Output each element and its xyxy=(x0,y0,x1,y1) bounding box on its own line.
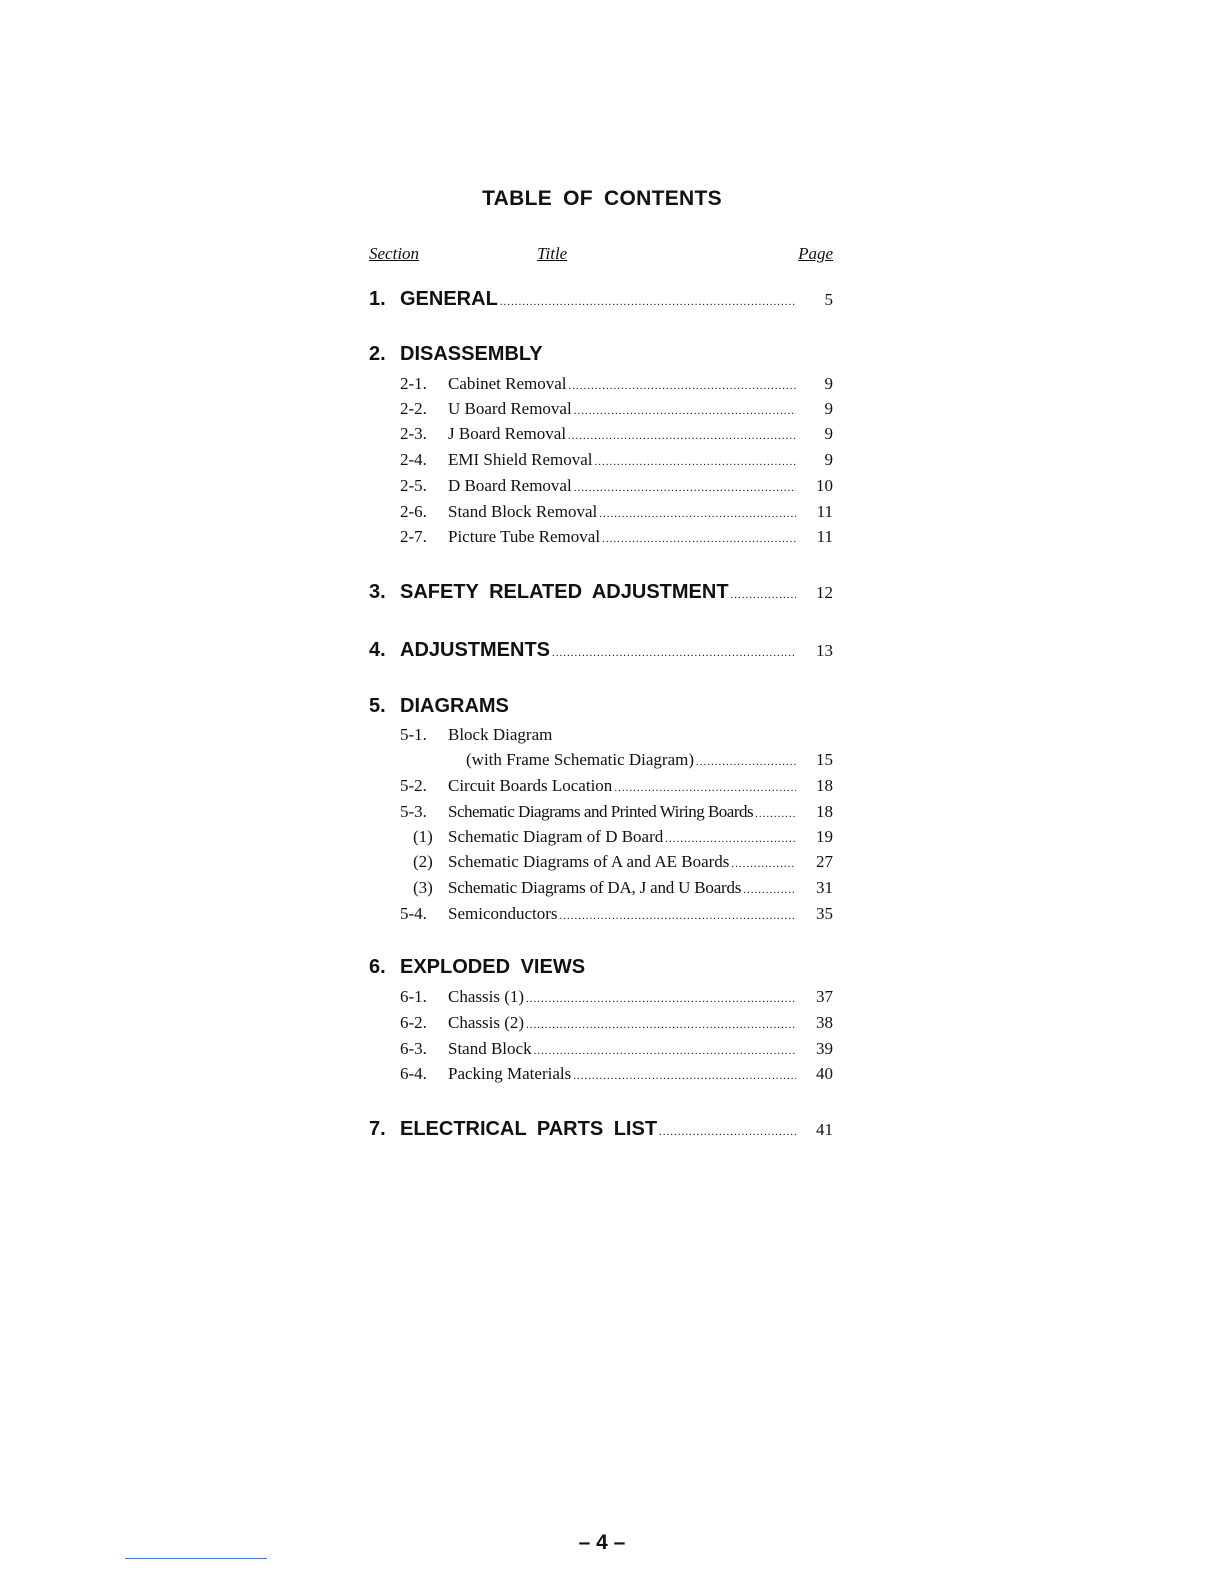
toc-item-continuation[interactable] xyxy=(369,750,833,770)
section-page: 12 xyxy=(816,583,833,602)
scan-edge-line xyxy=(125,1558,267,1559)
section-title: DISASSEMBLY xyxy=(400,343,543,365)
item-page: 39 xyxy=(816,1039,833,1058)
section-title: SAFETY RELATED ADJUSTMENT xyxy=(400,581,729,603)
item-title: Semiconductors xyxy=(448,904,558,923)
item-title: Schematic Diagrams of A and AE Boards xyxy=(448,852,730,871)
toc-item[interactable] xyxy=(369,904,833,924)
dot-leader xyxy=(665,833,796,845)
toc-item[interactable] xyxy=(369,1064,833,1084)
section-number: 6. xyxy=(369,956,386,978)
item-number: 2-6. xyxy=(400,502,427,521)
item-page: 18 xyxy=(816,802,833,821)
item-page: 9 xyxy=(824,399,833,418)
toc-item[interactable] xyxy=(369,827,833,847)
toc-item[interactable] xyxy=(369,476,833,496)
item-page: 18 xyxy=(816,776,833,795)
page-number: – 4 – xyxy=(578,1531,626,1554)
item-page: 27 xyxy=(816,852,833,871)
item-number: (1) xyxy=(413,827,433,846)
toc-item[interactable] xyxy=(369,987,833,1007)
section-page: 13 xyxy=(816,641,833,660)
title-column-header: Title xyxy=(537,244,568,263)
toc-section-disassembly[interactable] xyxy=(369,343,833,366)
item-number: 5-1. xyxy=(400,725,427,744)
dot-leader xyxy=(500,296,796,308)
item-number: 6-3. xyxy=(400,1039,427,1058)
item-title: J Board Removal xyxy=(448,424,567,443)
dot-leader xyxy=(534,1045,796,1057)
item-number: (3) xyxy=(413,878,433,897)
toc-item[interactable] xyxy=(369,776,833,796)
dot-leader xyxy=(526,1019,796,1031)
toc-section-adjustments[interactable] xyxy=(369,639,833,662)
section-number: 2. xyxy=(369,343,386,365)
item-number: 2-4. xyxy=(400,450,427,469)
item-title: (with Frame Schematic Diagram) xyxy=(466,750,695,769)
dot-leader xyxy=(614,782,796,794)
section-column-header: Section xyxy=(369,244,420,263)
item-number: (2) xyxy=(413,852,433,871)
item-page: 19 xyxy=(816,827,833,846)
toc-section-general[interactable] xyxy=(369,288,833,311)
toc-section-exploded-views[interactable] xyxy=(369,956,833,979)
toc-section-diagrams[interactable] xyxy=(369,695,833,718)
item-title: Chassis (2) xyxy=(448,1013,525,1032)
item-title: Picture Tube Removal xyxy=(448,527,601,546)
toc-item[interactable] xyxy=(369,878,833,898)
section-title: DIAGRAMS xyxy=(400,695,509,717)
item-page: 11 xyxy=(816,502,833,521)
item-page: 10 xyxy=(816,476,833,495)
item-page: 15 xyxy=(816,750,833,769)
document-title: TABLE OF CONTENTS xyxy=(482,187,722,210)
item-title: Stand Block Removal xyxy=(448,502,598,521)
section-page: 5 xyxy=(824,290,833,309)
item-page: 9 xyxy=(824,450,833,469)
item-title: Cabinet Removal xyxy=(448,374,567,393)
toc-item[interactable] xyxy=(369,852,833,872)
dot-leader xyxy=(731,589,796,601)
section-number: 3. xyxy=(369,581,386,603)
item-number: 2-3. xyxy=(400,424,427,443)
section-number: 4. xyxy=(369,639,386,661)
item-number: 2-7. xyxy=(400,527,427,546)
dot-leader xyxy=(573,1070,796,1082)
item-number: 2-5. xyxy=(400,476,427,495)
item-number: 5-2. xyxy=(400,776,427,795)
item-page: 40 xyxy=(816,1064,833,1083)
toc-section-electrical-parts-list[interactable] xyxy=(369,1118,833,1141)
item-title: Packing Materials xyxy=(448,1064,572,1083)
page-column-header: Page xyxy=(798,244,833,263)
item-page: 9 xyxy=(824,374,833,393)
dot-leader xyxy=(574,482,796,494)
item-title: Schematic Diagrams of DA, J and U Boards xyxy=(448,878,742,897)
item-title: Chassis (1) xyxy=(448,987,525,1006)
dot-leader xyxy=(731,858,796,870)
toc-section-safety-related-adjustment[interactable] xyxy=(369,581,833,604)
item-number: 2-1. xyxy=(400,374,427,393)
item-number: 6-4. xyxy=(400,1064,427,1083)
dot-leader xyxy=(569,380,796,392)
item-number: 5-3. xyxy=(400,802,427,821)
dot-leader xyxy=(526,993,796,1005)
item-page: 37 xyxy=(816,987,833,1006)
toc-item[interactable] xyxy=(369,802,833,822)
item-page: 31 xyxy=(816,878,833,897)
dot-leader xyxy=(594,456,796,468)
item-title: Schematic Diagram of D Board xyxy=(448,827,664,846)
item-page: 35 xyxy=(816,904,833,923)
dot-leader xyxy=(743,884,796,896)
item-page: 38 xyxy=(816,1013,833,1032)
item-number: 5-4. xyxy=(400,904,427,923)
section-number: 5. xyxy=(369,695,386,717)
toc-item[interactable] xyxy=(369,502,833,522)
toc-item[interactable] xyxy=(369,1013,833,1033)
item-number: 2-2. xyxy=(400,399,427,418)
section-page: 41 xyxy=(816,1120,833,1139)
dot-leader xyxy=(568,430,796,442)
toc-item[interactable] xyxy=(369,424,833,444)
toc-item[interactable] xyxy=(369,1039,833,1059)
item-title: Block Diagram xyxy=(448,725,553,744)
section-title: ADJUSTMENTS xyxy=(400,639,551,661)
toc-item[interactable] xyxy=(369,527,833,547)
item-number: 6-2. xyxy=(400,1013,427,1032)
item-page: 9 xyxy=(824,424,833,443)
item-title: D Board Removal xyxy=(448,476,572,495)
dot-leader xyxy=(755,808,796,820)
dot-leader xyxy=(696,756,796,768)
item-number: 6-1. xyxy=(400,987,427,1006)
section-title: GENERAL xyxy=(400,288,498,310)
toc-item[interactable] xyxy=(369,399,833,419)
section-number: 7. xyxy=(369,1118,386,1140)
item-title: Schematic Diagrams and Printed Wiring Boards xyxy=(448,802,754,821)
item-title: Stand Block xyxy=(448,1039,532,1058)
dot-leader xyxy=(602,533,796,545)
toc-item[interactable] xyxy=(369,374,833,394)
item-page: 11 xyxy=(816,527,833,546)
dot-leader xyxy=(552,647,796,659)
item-title: EMI Shield Removal xyxy=(448,450,593,469)
dot-leader xyxy=(659,1126,796,1138)
item-title: Circuit Boards Location xyxy=(448,776,613,795)
item-title: U Board Removal xyxy=(448,399,572,418)
dot-leader xyxy=(560,910,796,922)
section-number: 1. xyxy=(369,288,386,310)
toc-item[interactable] xyxy=(369,725,833,745)
section-title: ELECTRICAL PARTS LIST xyxy=(400,1118,658,1140)
dot-leader xyxy=(574,405,796,417)
section-title: EXPLODED VIEWS xyxy=(400,956,586,978)
toc-item[interactable] xyxy=(369,450,833,470)
dot-leader xyxy=(599,508,796,520)
